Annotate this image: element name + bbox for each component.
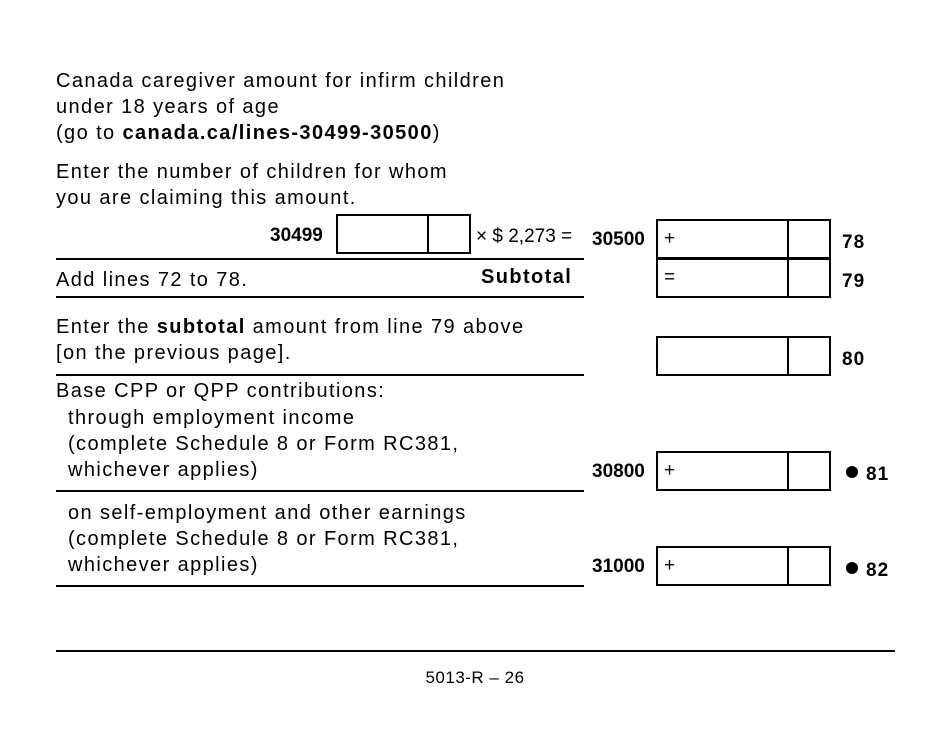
line-80-instruction	[56, 314, 524, 366]
line-79-sign: =	[664, 267, 676, 288]
line-82-text-line2: (complete Schedule 8 or Form RC381,	[68, 528, 460, 550]
divider-after-79	[56, 296, 584, 298]
section-title-suffix: )	[432, 122, 441, 144]
line-78-sign: +	[664, 228, 676, 249]
line-79-subtotal-input[interactable]	[656, 258, 831, 298]
line-81-description	[68, 405, 459, 483]
divider-after-80	[56, 374, 584, 376]
line-82-description	[68, 500, 467, 578]
section-title-line3	[56, 120, 505, 146]
subtotal-label: Subtotal	[481, 266, 573, 288]
line-80-amount-input[interactable]	[656, 336, 831, 376]
line-82-bullet-icon	[846, 562, 858, 574]
children-count-divider	[427, 216, 429, 252]
line-82-cents-divider	[787, 548, 789, 584]
line-30800-code: 30800	[592, 461, 645, 482]
line-80-prefix: Enter the	[56, 316, 157, 338]
children-instruction	[56, 159, 448, 211]
page-footer-label: 5013-R – 26	[425, 668, 525, 687]
line-82-number: 82	[866, 560, 890, 581]
line-80-bold: subtotal	[156, 316, 246, 338]
section-title-line2: under 18 years of age	[56, 96, 280, 118]
children-instruction-line1: Enter the number of children for whom	[56, 161, 448, 183]
line-81-text-line3: whichever applies)	[68, 459, 259, 481]
line-82-sign: +	[664, 555, 676, 576]
line-81-number: 81	[866, 464, 890, 485]
footer-rule	[56, 650, 895, 652]
section-title-link[interactable]: canada.ca/lines-30499-30500	[122, 122, 433, 144]
line-79-cents-divider	[787, 260, 789, 296]
section-title-line1: Canada caregiver amount for infirm children	[56, 70, 506, 92]
children-instruction-line2: you are claiming this amount.	[56, 187, 357, 209]
line-78-cents-divider	[787, 221, 789, 257]
line-78-number: 78	[842, 232, 866, 253]
line-78-amount-input[interactable]	[656, 219, 831, 259]
line-81-text-line1: through employment income	[68, 407, 356, 429]
line-30500-code: 30500	[592, 229, 645, 250]
divider-after-82	[56, 585, 584, 587]
line-81-cents-divider	[787, 453, 789, 489]
line-79-number: 79	[842, 271, 866, 292]
line-81-amount-input[interactable]	[656, 451, 831, 491]
line-82-text-line3: whichever applies)	[68, 554, 259, 576]
section-title	[56, 68, 505, 146]
line-82-text-line1: on self-employment and other earnings	[68, 502, 467, 524]
line-80-text-line1	[56, 314, 524, 340]
children-count-code: 30499	[270, 225, 323, 246]
line-80-cents-divider	[787, 338, 789, 374]
line-79-label: Add lines 72 to 78.	[56, 269, 249, 291]
line-80-text-line2: [on the previous page].	[56, 342, 292, 364]
line-81-text-line2: (complete Schedule 8 or Form RC381,	[68, 433, 460, 455]
divider-after-81	[56, 490, 584, 492]
section-title-prefix: (go to	[56, 122, 123, 144]
line-82-amount-input[interactable]	[656, 546, 831, 586]
line-80-number: 80	[842, 349, 866, 370]
caregiver-multiplier: × $ 2,273 =	[476, 226, 573, 247]
divider-after-78	[56, 258, 584, 260]
line-80-suffix: amount from line 79 above	[245, 316, 525, 338]
cpp-heading: Base CPP or QPP contributions:	[56, 380, 386, 402]
children-count-input[interactable]	[336, 214, 471, 254]
line-81-bullet-icon	[846, 466, 858, 478]
line-31000-code: 31000	[592, 556, 645, 577]
line-81-sign: +	[664, 460, 676, 481]
